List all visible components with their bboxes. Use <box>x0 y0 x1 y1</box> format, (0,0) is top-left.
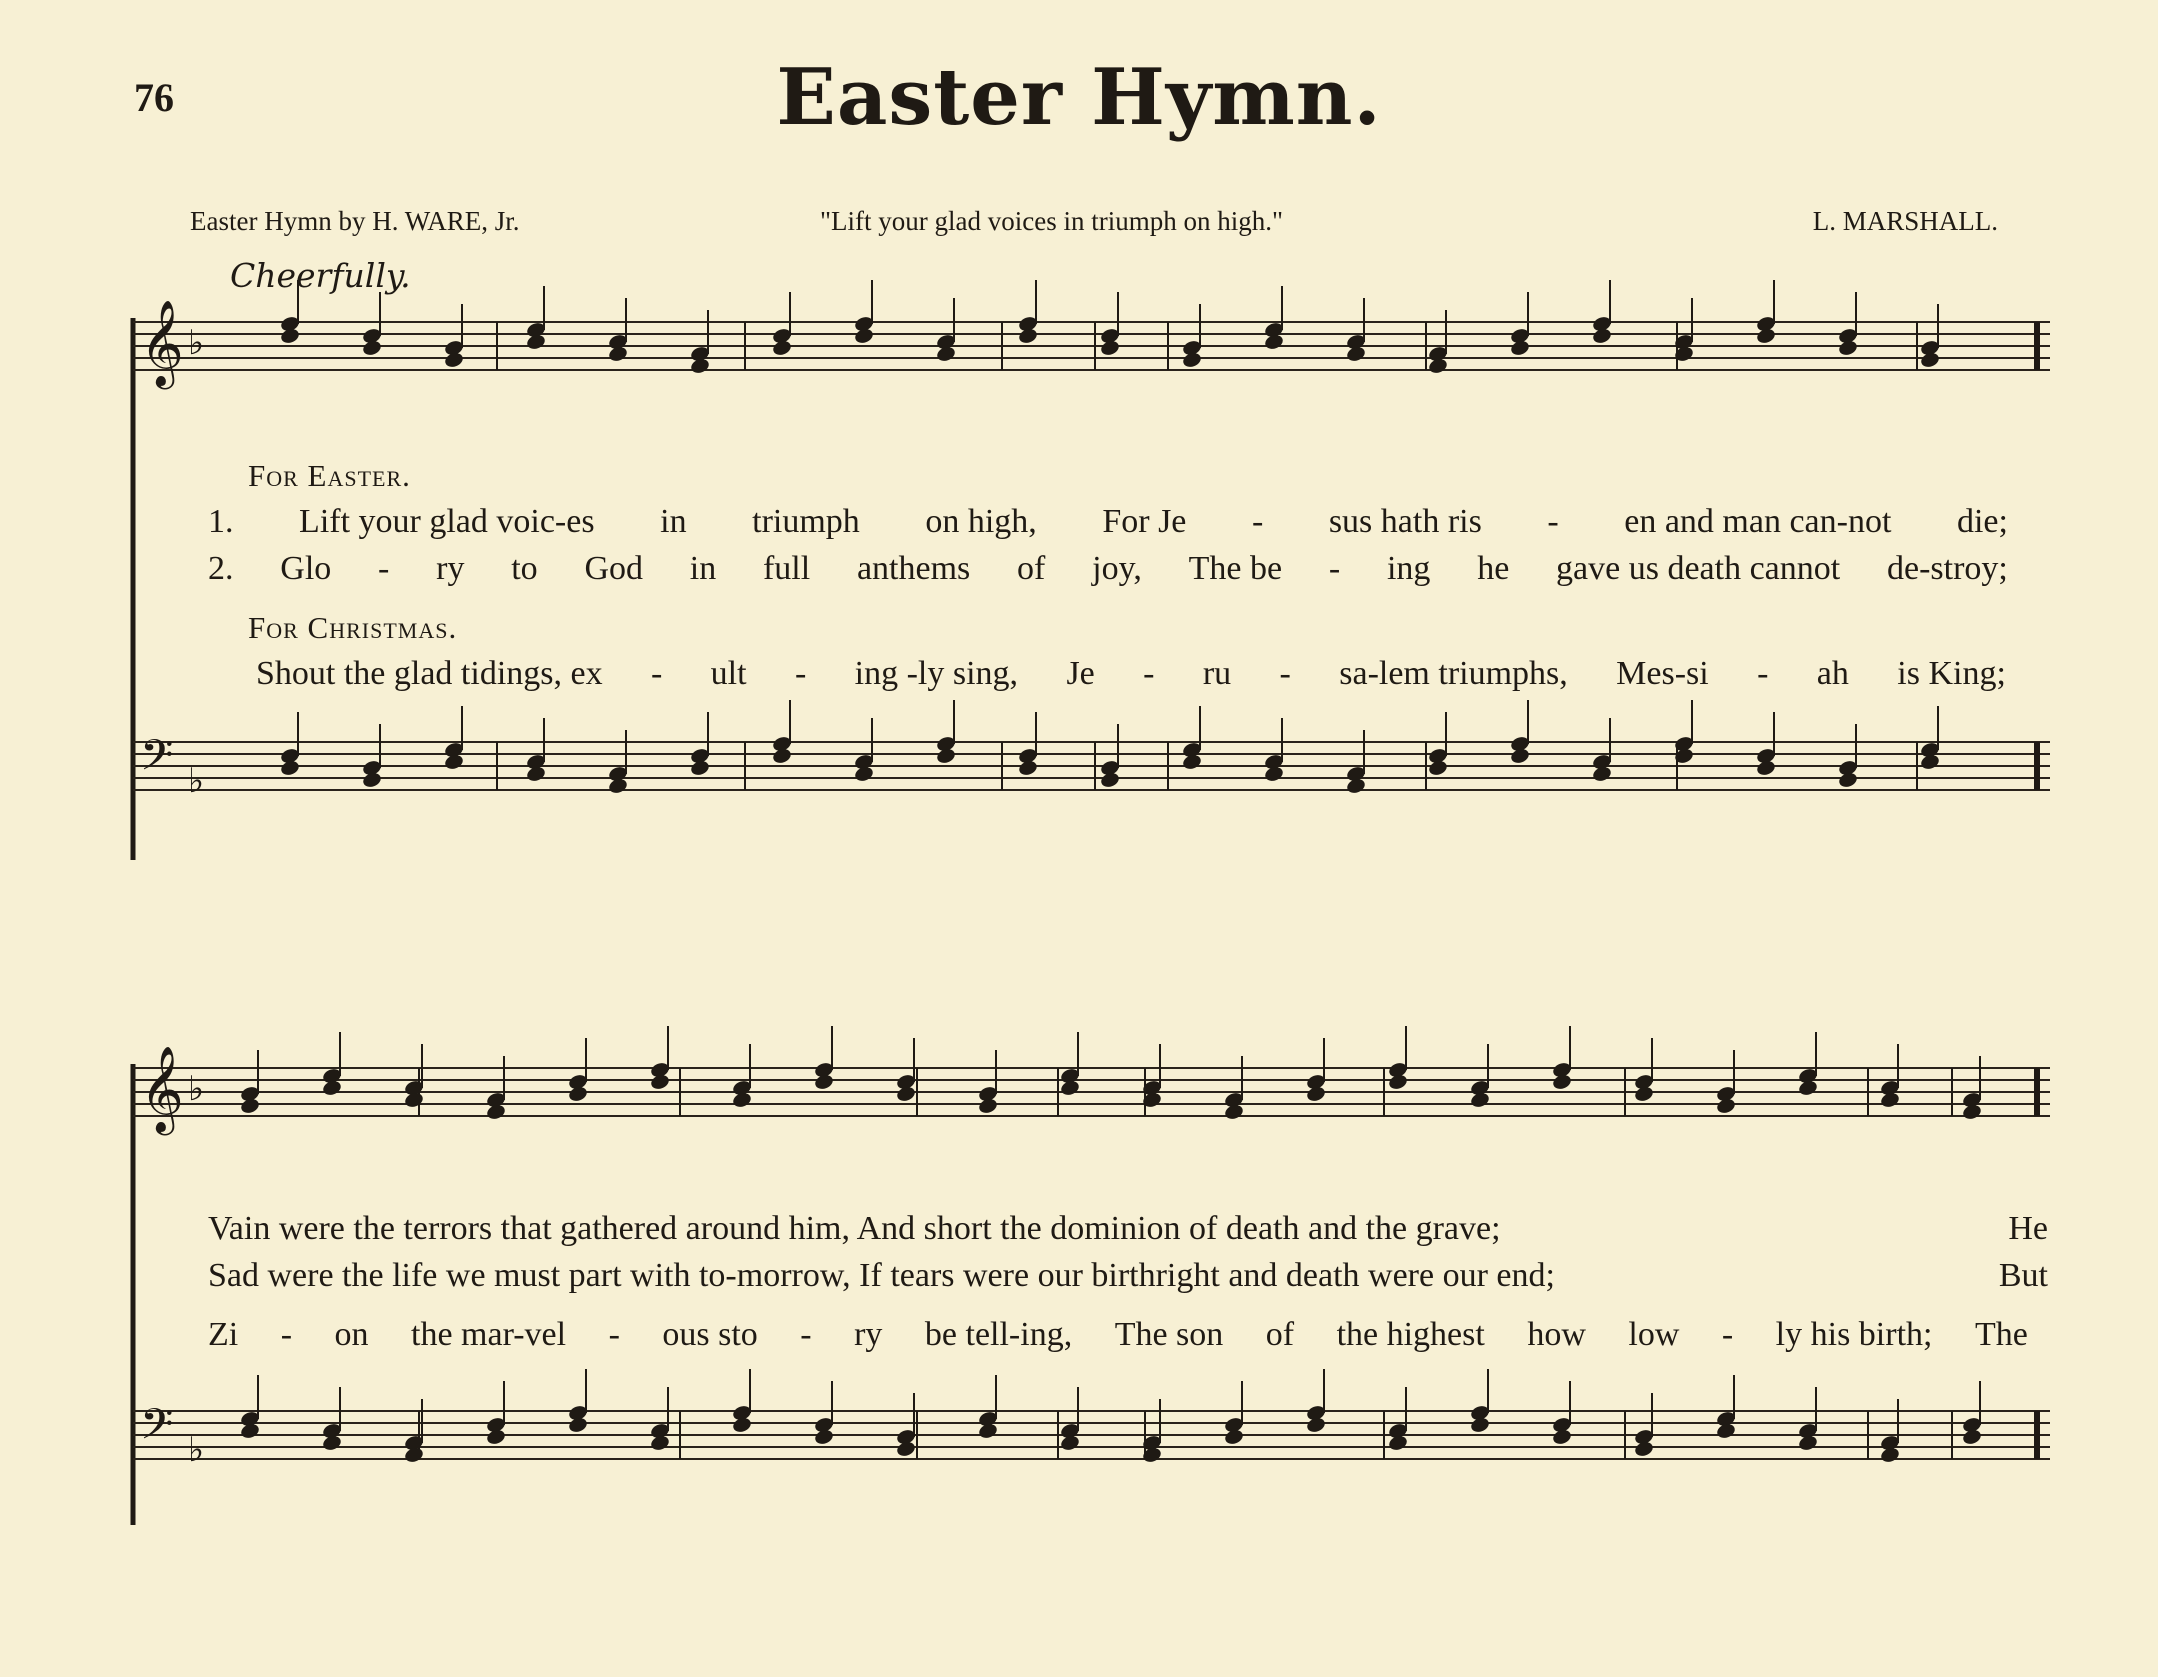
lyric-word: full <box>762 550 811 587</box>
lyric-word: joy, <box>1092 550 1142 587</box>
lyric-word: Je <box>1066 655 1095 692</box>
treble-clef-icon: 𝄞 <box>140 300 184 386</box>
lyric-word: anthems <box>856 550 971 587</box>
tempo-marking: Cheerfully. <box>230 256 411 295</box>
note-head <box>1837 339 1858 357</box>
lyric-word: - <box>794 655 807 692</box>
lyric-word: - <box>1757 655 1769 692</box>
lyric-word: ry <box>436 550 465 587</box>
lyric-word: on high, <box>925 503 1037 540</box>
note-head <box>689 759 710 777</box>
note-head <box>1223 1103 1244 1121</box>
note-head <box>1837 771 1858 789</box>
note-head <box>443 753 464 771</box>
note-head <box>1305 1416 1326 1434</box>
note-head <box>1387 1434 1408 1452</box>
note-head <box>689 357 710 375</box>
note-head <box>1961 1103 1982 1121</box>
note-head <box>1305 1085 1326 1103</box>
lyric-word: de-stroy; <box>1886 550 2008 587</box>
note-head <box>1345 345 1366 363</box>
note-head <box>1961 1428 1982 1446</box>
note-head <box>977 1097 998 1115</box>
lyric-word: But <box>1998 1257 2048 1294</box>
lyric-word: Sad were the life we must part with to-morrow, If tears were our birthright and death were our end; <box>208 1257 1555 1294</box>
lyric-word: be tell-ing, <box>924 1316 1073 1353</box>
bass-clef-icon: 𝄢 <box>140 1400 174 1460</box>
flat-key-signature-icon: ♭ <box>188 323 205 363</box>
note-head <box>1591 327 1612 345</box>
page-number: 76 <box>134 75 174 120</box>
note-head <box>321 1079 342 1097</box>
note-head <box>1919 753 1940 771</box>
note-head <box>1509 339 1530 357</box>
lyric-word: For Je <box>1102 503 1187 540</box>
lyric-word: in <box>689 550 717 587</box>
note-head <box>361 339 382 357</box>
lyric-line-system2-3 <box>208 1316 2028 1354</box>
note-head <box>935 747 956 765</box>
note-head <box>279 759 300 777</box>
flat-key-signature-icon: ♭ <box>188 761 205 801</box>
note-head <box>771 339 792 357</box>
lyric-word: of <box>1017 550 1046 587</box>
note-head <box>649 1434 670 1452</box>
note-head <box>607 345 628 363</box>
hymn-title: Easter Hymn. <box>776 52 1382 143</box>
note-head <box>731 1091 752 1109</box>
lyric-word: he <box>1477 550 1510 587</box>
lyric-word: The be <box>1188 550 1283 587</box>
lyric-word: - <box>280 1316 293 1353</box>
note-head <box>525 333 546 351</box>
note-head <box>1345 777 1366 795</box>
lyric-word: in <box>660 503 687 540</box>
lyric-word: - <box>1328 550 1341 587</box>
note-head <box>1755 759 1776 777</box>
note-head <box>977 1422 998 1440</box>
lyric-word: on <box>334 1316 369 1353</box>
note-head <box>649 1073 670 1091</box>
first-line-quote: "Lift your glad voices in triumph on high." <box>820 206 1283 236</box>
note-head <box>1551 1428 1572 1446</box>
lyric-word: sus hath ris <box>1328 503 1482 540</box>
lyric-word: Glo <box>280 550 332 587</box>
lyric-word: Zi <box>208 1316 239 1353</box>
note-head <box>1427 759 1448 777</box>
note-head <box>279 327 300 345</box>
note-head <box>1755 327 1776 345</box>
lyric-word: Lift your glad voic-es <box>299 503 595 540</box>
note-head <box>1059 1079 1080 1097</box>
lyric-word: the highest <box>1336 1316 1485 1353</box>
note-head <box>813 1428 834 1446</box>
lyric-word: 2. <box>208 550 234 587</box>
treble-clef-icon: 𝄞 <box>140 1046 184 1132</box>
bass-clef-icon: 𝄢 <box>140 731 174 791</box>
lyric-word: - <box>1721 1316 1734 1353</box>
note-head <box>1181 351 1202 369</box>
lyric-word: Shout the glad tidings, ex <box>256 655 603 692</box>
note-head <box>895 1085 916 1103</box>
lyric-word: to <box>511 550 538 587</box>
note-head <box>853 765 874 783</box>
note-head <box>1551 1073 1572 1091</box>
lyric-word: - <box>800 1316 812 1353</box>
note-head <box>1017 327 1038 345</box>
note-head <box>1223 1428 1244 1446</box>
note-head <box>1633 1440 1654 1458</box>
note-head <box>321 1434 342 1452</box>
note-head <box>1017 759 1038 777</box>
lyric-word: - <box>608 1316 620 1353</box>
note-head <box>1509 747 1530 765</box>
note-head <box>403 1446 424 1464</box>
lyric-word: ing -ly sing, <box>854 655 1019 692</box>
lyric-word: ah <box>1816 655 1849 692</box>
lyric-word: God <box>584 550 643 587</box>
lyric-word: gave us death cannot <box>1556 550 1841 587</box>
note-head <box>485 1103 506 1121</box>
note-head <box>813 1073 834 1091</box>
note-head <box>403 1091 424 1109</box>
lyric-line-system2-1 <box>208 1210 2048 1248</box>
note-head <box>1427 357 1448 375</box>
note-head <box>1469 1091 1490 1109</box>
lyric-line-system2-2 <box>208 1257 2048 1295</box>
lyric-word: - <box>1251 503 1264 540</box>
note-head <box>1059 1434 1080 1452</box>
note-head <box>731 1416 752 1434</box>
lyric-word: of <box>1265 1316 1295 1353</box>
lyric-word: 1. <box>208 503 234 540</box>
lyric-word: ry <box>854 1316 883 1353</box>
note-head <box>1633 1085 1654 1103</box>
note-head <box>895 1440 916 1458</box>
note-head <box>771 747 792 765</box>
lyric-word: ing <box>1386 550 1431 587</box>
lyric-line-verse-2 <box>208 550 2008 588</box>
lyric-word: ru <box>1202 655 1232 692</box>
note-head <box>935 345 956 363</box>
note-head <box>1919 351 1940 369</box>
heading-for-easter: For Easter. <box>248 458 411 493</box>
lyric-word: how <box>1527 1316 1586 1353</box>
note-head <box>1715 1422 1736 1440</box>
note-head <box>525 765 546 783</box>
note-head <box>443 351 464 369</box>
lyric-word: ult <box>710 655 747 692</box>
note-head <box>239 1422 260 1440</box>
flat-key-signature-icon: ♭ <box>188 1430 205 1470</box>
note-head <box>853 327 874 345</box>
note-head <box>1797 1434 1818 1452</box>
note-head <box>607 777 628 795</box>
lyric-word: en and man can-not <box>1624 503 1892 540</box>
note-head <box>1263 765 1284 783</box>
lyric-word: - <box>378 550 390 587</box>
note-head <box>1263 333 1284 351</box>
lyric-word: - <box>650 655 663 692</box>
note-head <box>1469 1416 1490 1434</box>
note-head <box>1099 339 1120 357</box>
lyric-word: is King; <box>1897 655 2006 692</box>
note-head <box>1879 1446 1900 1464</box>
flat-key-signature-icon: ♭ <box>188 1069 205 1109</box>
lyric-word: ly his birth; <box>1775 1316 1933 1353</box>
lyric-word: Mes-si <box>1616 655 1709 692</box>
lyric-word: Vain were the terrors that gathered around him, And short the dominion of death and the grave; <box>208 1210 1501 1247</box>
lyric-word: the mar-vel <box>411 1316 567 1353</box>
note-head <box>567 1085 588 1103</box>
note-head <box>567 1416 588 1434</box>
note-head <box>1099 771 1120 789</box>
note-head <box>1715 1097 1736 1115</box>
lyric-word: The <box>1974 1316 2028 1353</box>
lyric-word: sa-lem triumphs, <box>1339 655 1568 692</box>
lyric-word: ous sto <box>662 1316 758 1353</box>
note-head <box>1591 765 1612 783</box>
lyric-word: triumph <box>752 503 860 540</box>
lyric-word: - <box>1279 655 1291 692</box>
lyric-line-christmas <box>256 655 2006 693</box>
lyric-word: low <box>1628 1316 1680 1353</box>
note-head <box>1387 1073 1408 1091</box>
text-credit: Easter Hymn by H. WARE, Jr. <box>190 206 520 236</box>
note-head <box>1797 1079 1818 1097</box>
note-head <box>239 1097 260 1115</box>
lyric-word: - <box>1547 503 1559 540</box>
lyric-word: - <box>1143 655 1155 692</box>
note-head <box>1181 753 1202 771</box>
lyric-word: die; <box>1956 503 2008 540</box>
note-head <box>1879 1091 1900 1109</box>
note-head <box>485 1428 506 1446</box>
composer-credit: L. MARSHALL. <box>1812 206 1998 236</box>
note-head <box>361 771 382 789</box>
lyric-line-verse-1 <box>208 503 2008 541</box>
lyric-word: He <box>2008 1210 2048 1247</box>
lyric-word: The son <box>1114 1316 1224 1353</box>
heading-for-christmas: For Christmas. <box>248 610 458 645</box>
